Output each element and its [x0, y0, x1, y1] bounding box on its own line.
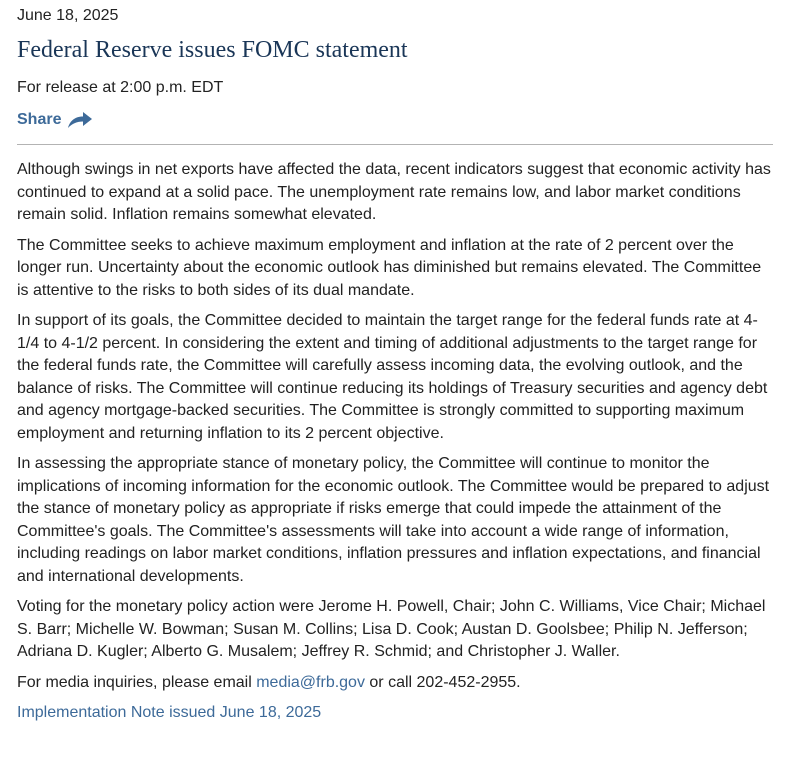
media-suffix: or call 202-452-2955. [364, 673, 521, 691]
implementation-note-link[interactable]: Implementation Note issued June 18, 2025 [17, 704, 322, 721]
media-prefix: For media inquiries, please email [17, 673, 257, 691]
share-button[interactable] [17, 111, 93, 129]
statement-body [17, 159, 773, 724]
release-time: For release at 2:00 p.m. EDT [17, 79, 224, 96]
release-date: June 18, 2025 [17, 7, 119, 24]
media-email-link[interactable]: media@frb.gov [256, 673, 365, 691]
paragraph-committee-goals: The Committee seeks to achieve maximum employment and inflation at the rate of 2 percent over the longer run. Uncertainty about the economic outlook has diminished but remains elevated. The Committee is attentive to the risks to both sides of its dual mandate. [17, 236, 762, 299]
page-title: Federal Reserve issues FOMC statement [17, 37, 408, 63]
share-label: Share [17, 111, 62, 128]
paragraph-economic-activity: Although swings in net exports have affected the data, recent indicators suggest that economic activity has continued to expand at a solid pace. The unemployment rate remains low, and labor market conditions remain solid. Inflation remains somewhat elevated. [17, 161, 771, 223]
media-contact [17, 672, 773, 695]
paragraph-policy-decision: In support of its goals, the Committee decided to maintain the target range for the federal funds rate at 4-1/4 to 4-1/2 percent. In considering the extent and timing of additional adjustments to the target range for the federal funds rate, the Committee will carefully assess incoming data, the evolving outlook, and the balance of risks. The Committee will continue reducing its holdings of Treasury securities and agency debt and agency mortgage-backed securities. The Committee is strongly committed to supporting maximum employment and returning inflation to its 2 percent objective. [17, 312, 768, 442]
paragraph-policy-assessment: In assessing the appropriate stance of monetary policy, the Committee will continue to monitor the implications of incoming information for the economic outlook. The Committee would be prepared to adjust the stance of monetary policy as appropriate if risks emerge that could impede the attainment of the Committee's goals. The Committee's assessments will take into account a wide range of information, including readings on labor market conditions, inflation pressures and inflation expectations, and financial and international developments. [17, 455, 770, 585]
paragraph-voting-members: Voting for the monetary policy action were Jerome H. Powell, Chair; John C. Williams, Vice Chair; Michael S. Barr; Michelle W. Bowman; Susan M. Collins; Lisa D. Cook; Austan D. Goolsbee; Philip N. Jefferson; Adriana D. Kugler; Alberto G. Musalem; Jeffrey R. Schmid; and Christopher J. Waller. [17, 598, 766, 660]
header-divider [17, 144, 773, 145]
share-arrow-icon [61, 111, 93, 129]
